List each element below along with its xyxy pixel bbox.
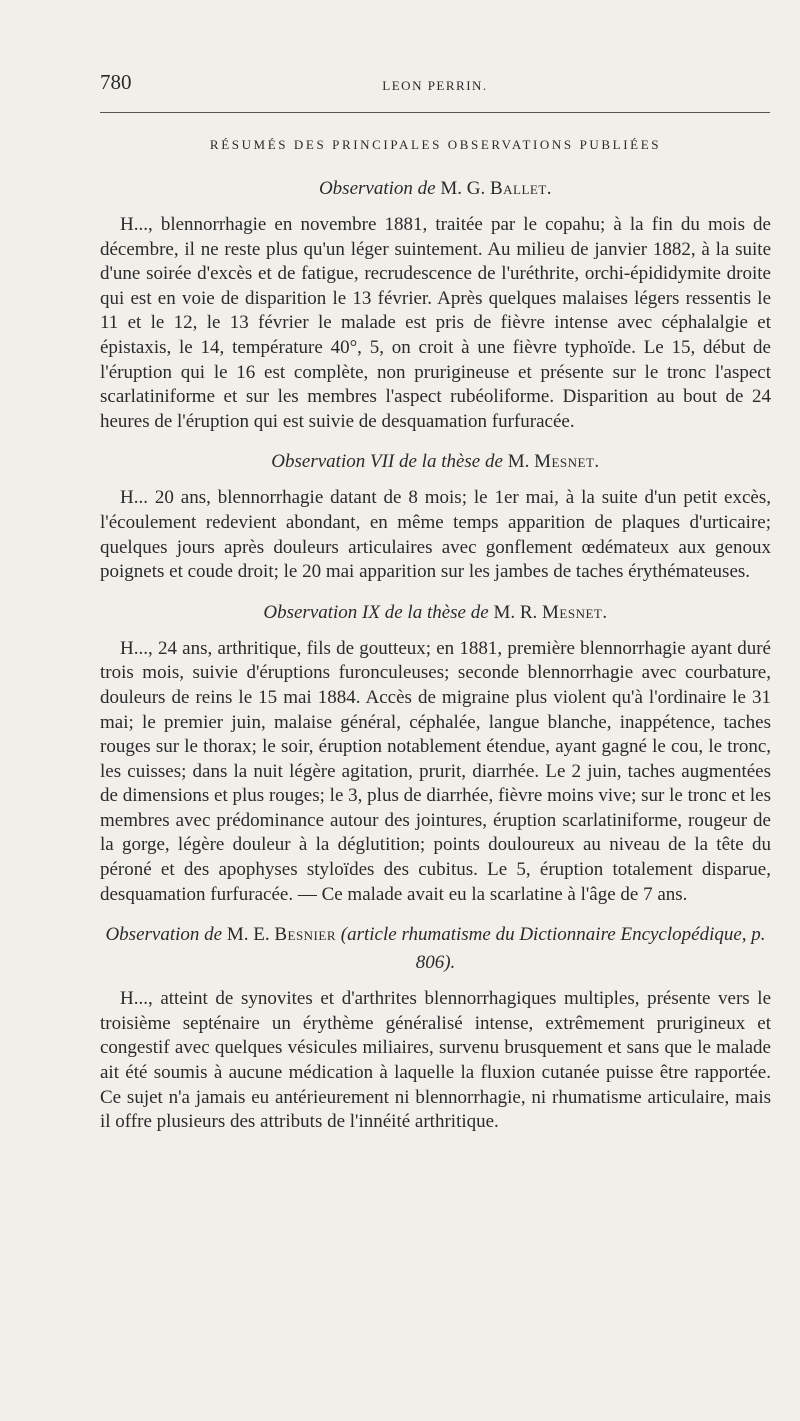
observation-text: H..., blennorrhagie en novembre 1881, traitée par le copahu; à la fin du mois de décembre, il ne reste plus qu'un léger suintement. Au milieu de janvier 1882, à la suite d'une soirée d'excès et de fatigue, recrudescence de l'uréthrite, orchi-épididymite droite qui est en voie de disparition le 13 février. Après quelques malaises légers ressentis le 11 et le 12, le 13 février le malade est pris de fièvre intense avec céphalalgie et épistaxis, le 14, température 40°, 5, on croit à une fièvre typhoïde. Le 15, début de l'éruption qui le 16 est complète, non prurigineuse et présente sur le tronc l'aspect scarlatiniforme et sur les membres l'aspect rubéoliforme. Disparition au bout de 24 heures de l'éruption qui est suivie de desquamation furfuracée. [100, 214, 771, 432]
observation-text: H..., atteint de synovites et d'arthrites blennorrhagiques multiples, présente vers le troisième septénaire un érythème généralisé intense, extrêmement prurigineux et congestif avec quelques vésicules miliaires, survenu brusquement et sans que le malade ait été soumis à aucune médication à laquelle la fluxion cutanée puisse être rapportée. Ce sujet n'a jamais eu antérieurement ni blennorrhagie, ni rhumatisme articulaire, mais il offre plusieurs des attributs de l'innéité arthritique. [100, 988, 771, 1133]
observation-heading-prefix: Observation de [318, 178, 436, 199]
page-body [100, 137, 771, 1149]
section-title: RÉSUMÉS DES PRINCIPALES OBSERVATIONS PUBLIÉES [209, 137, 662, 152]
page-header [100, 70, 770, 104]
observation-author-name: Besnier [274, 924, 337, 946]
observation-text: H... 20 ans, blennorrhagie datant de 8 mois; le 1er mai, à la suite d'un petit excès, l'écoulement redevient abondant, en même temps apparition de plaques d'urticaire; quelques jours après douleurs articulaires avec gonflement œdémateux aux genoux poignets et coude droit; le 20 mai apparition sur les jambes de taches érythémateuses. [100, 487, 771, 583]
observation-heading [100, 448, 771, 476]
observation-heading-prefix: Observation IX de la thèse de [263, 601, 489, 623]
observation-text: H..., 24 ans, arthritique, fils de goutteux; en 1881, première blennorrhagie ayant duré trois mois, suivie d'éruptions furonculeuses; seconde blennorrhagie avec courbature, douleurs de reins le 15 mai 1884. Accès de migraine plus violent qu'à l'ordinaire le 31 mai; le premier juin, malaise général, céphalée, langue blanche, inappétence, taches rouges sur le thorax; le soir, éruption notablement étendue, ayant gagné le cou, le tronc, les cuisses; dans la nuit légère agitation, prurit, diarrhée. Le 2 juin, taches augmentées de dimensions et plus rouges; le 3, plus de diarrhée, fièvre moins vive; sur le tronc et les membres avec prédominance autour des jointures, éruption scarlatiniforme, rougeur de la gorge, légère douleur à la déglutition; points douloureux au niveau de la tête du péroné et des apophyses styloïdes des cubitus. Le 5, éruption totalement disparue, desquamation furfuracée. — Ce malade avait eu la scarlatine à l'âge de 7 ans. [100, 637, 771, 905]
observation-author-initials: M. G. [440, 178, 486, 199]
observation-heading-prefix: Observation de [105, 924, 223, 946]
observation-author-initials: M. [507, 451, 530, 473]
observation-heading [100, 175, 771, 203]
observation-author-initials: M. R. [493, 601, 538, 623]
observation-author-name: Mesnet. [534, 451, 600, 473]
observation-author-initials: M. E. [226, 924, 270, 946]
header-rule [100, 112, 770, 113]
observation-heading [100, 599, 771, 627]
running-head: LEON PERRIN. [382, 78, 488, 93]
observation-heading-prefix: Observation VII de la thèse de [271, 451, 503, 473]
observation-heading [100, 921, 771, 977]
observation-heading-suffix: (article rhumatisme du Dictionnaire Encyclopédique, p. 806). [340, 924, 766, 974]
page-number: 780 [100, 70, 132, 94]
observation-author-name: Mesnet. [542, 601, 608, 623]
observation-author-name: Ballet. [489, 178, 553, 199]
